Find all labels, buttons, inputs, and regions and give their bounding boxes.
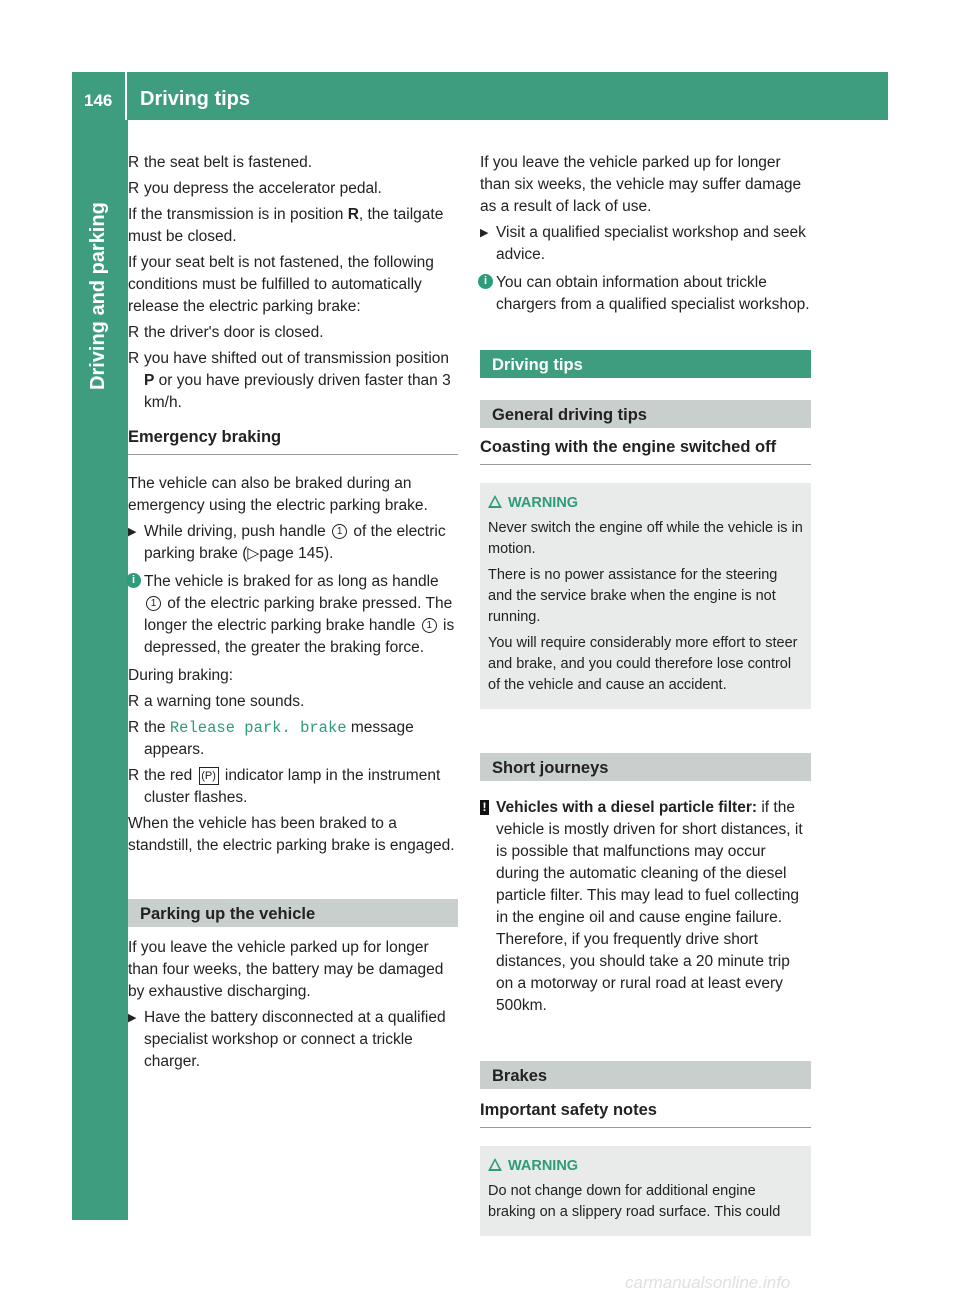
warning-title: WARNING [488, 1156, 803, 1177]
info-icon: i [478, 274, 493, 289]
arrow-icon: ▶ [128, 526, 137, 538]
warning-text: There is no power assistance for the steering and the service brake when the engine is not running. [488, 567, 778, 625]
callout-1-icon: 1 [422, 618, 437, 633]
warning-text: Never switch the engine off while the vehicle is in motion. [488, 520, 803, 557]
section-band: Brakes [480, 1061, 811, 1089]
info-note: i The vehicle is braked for as long as handle 1 of the electric parking brake pressed. The longer the electric parking brake handle 1 is depressed, the greater the braking force. [128, 571, 458, 659]
info-note: i You can obtain information about trickle chargers from a qualified specialist workshop. [480, 272, 811, 316]
list-item: R the red (P) indicator lamp in the instrument cluster flashes. [128, 767, 441, 806]
list-item: R the seat belt is fastened. [128, 154, 313, 171]
section-band: Driving tips [480, 350, 811, 378]
list-item: R you have shifted out of transmission position P or you have previously driven faster than 3 km/h. [128, 350, 451, 411]
list-item: R the Release park. brake message appears. [128, 719, 414, 758]
section-heading: Coasting with the engine switched off [480, 436, 811, 465]
paragraph: The vehicle can also be braked during an emergency using the electric parking brake. [128, 475, 428, 514]
left-column [128, 152, 458, 1077]
header-divider [125, 72, 127, 120]
paragraph: If you leave the vehicle parked up for longer than four weeks, the battery may be damaged by exhaustive discharging. [128, 939, 444, 1000]
section-band: Parking up the vehicle [128, 899, 458, 927]
page-number: 146 [84, 91, 113, 110]
paragraph: If your seat belt is not fastened, the following conditions must be fulfilled to automatically release the electric parking brake: [128, 254, 434, 315]
arrow-icon: ▶ [480, 227, 489, 239]
display-message: Release park. brake [169, 719, 347, 737]
parking-brake-lamp-icon: (P) [199, 767, 219, 785]
section-heading: Emergency braking [128, 426, 458, 455]
exclamation-icon: ! [480, 800, 489, 815]
callout-1-icon: 1 [332, 524, 347, 539]
instruction-step: ▶ While driving, push handle 1 of the electric parking brake (▷page 145). [128, 523, 446, 562]
instruction-step: ▶ Have the battery disconnected at a qualified specialist workshop or connect a trickle charger. [128, 1009, 446, 1070]
warning-triangle-icon [488, 495, 502, 508]
warning-box [480, 1146, 811, 1236]
paragraph: If the transmission is in position R, the tailgate must be closed. [128, 206, 444, 245]
warning-title: WARNING [488, 493, 803, 514]
paragraph: When the vehicle has been braked to a standstill, the electric parking brake is engaged. [128, 815, 455, 854]
warning-text: Do not change down for additional engine braking on a slippery road surface. This could [488, 1183, 781, 1220]
page-ref-icon: ▷ [247, 545, 260, 562]
section-heading: Important safety notes [480, 1099, 811, 1128]
warning-text: You will require considerably more effort to steer and brake, and you could therefore lose control of the vehicle and cause an accident. [488, 635, 798, 693]
instruction-step: ▶ Visit a qualified specialist workshop and seek advice. [480, 224, 806, 263]
side-tab-label: Driving and parking [87, 202, 109, 390]
warning-box [480, 483, 811, 709]
page-title: Driving tips [140, 88, 251, 110]
caution-note: ! Vehicles with a diesel particle filter: if the vehicle is mostly driven for short distances, it is possible that malfunctions may occur during the automatic cleaning of the diesel particle filter. This may lead to fuel collecting in the engine oil and cause engine failure. Therefore, if you frequently drive short distances, you should take a 20 minute trip on a motorway or rural road at least every 500km. [480, 797, 811, 1017]
paragraph: During braking: [128, 667, 234, 684]
watermark: carmanualsonline.info [625, 1273, 791, 1292]
list-item: R a warning tone sounds. [128, 693, 305, 710]
list-item: R the driver's door is closed. [128, 324, 324, 341]
arrow-icon: ▶ [128, 1012, 137, 1024]
paragraph: If you leave the vehicle parked up for longer than six weeks, the vehicle may suffer damage as a result of lack of use. [480, 154, 802, 215]
section-band: General driving tips [480, 400, 811, 428]
list-item: R you depress the accelerator pedal. [128, 180, 382, 197]
info-icon: i [126, 573, 141, 588]
warning-triangle-icon [488, 1158, 502, 1171]
callout-1-icon: 1 [146, 596, 161, 611]
section-band: Short journeys [480, 753, 811, 781]
right-column [480, 152, 811, 1236]
